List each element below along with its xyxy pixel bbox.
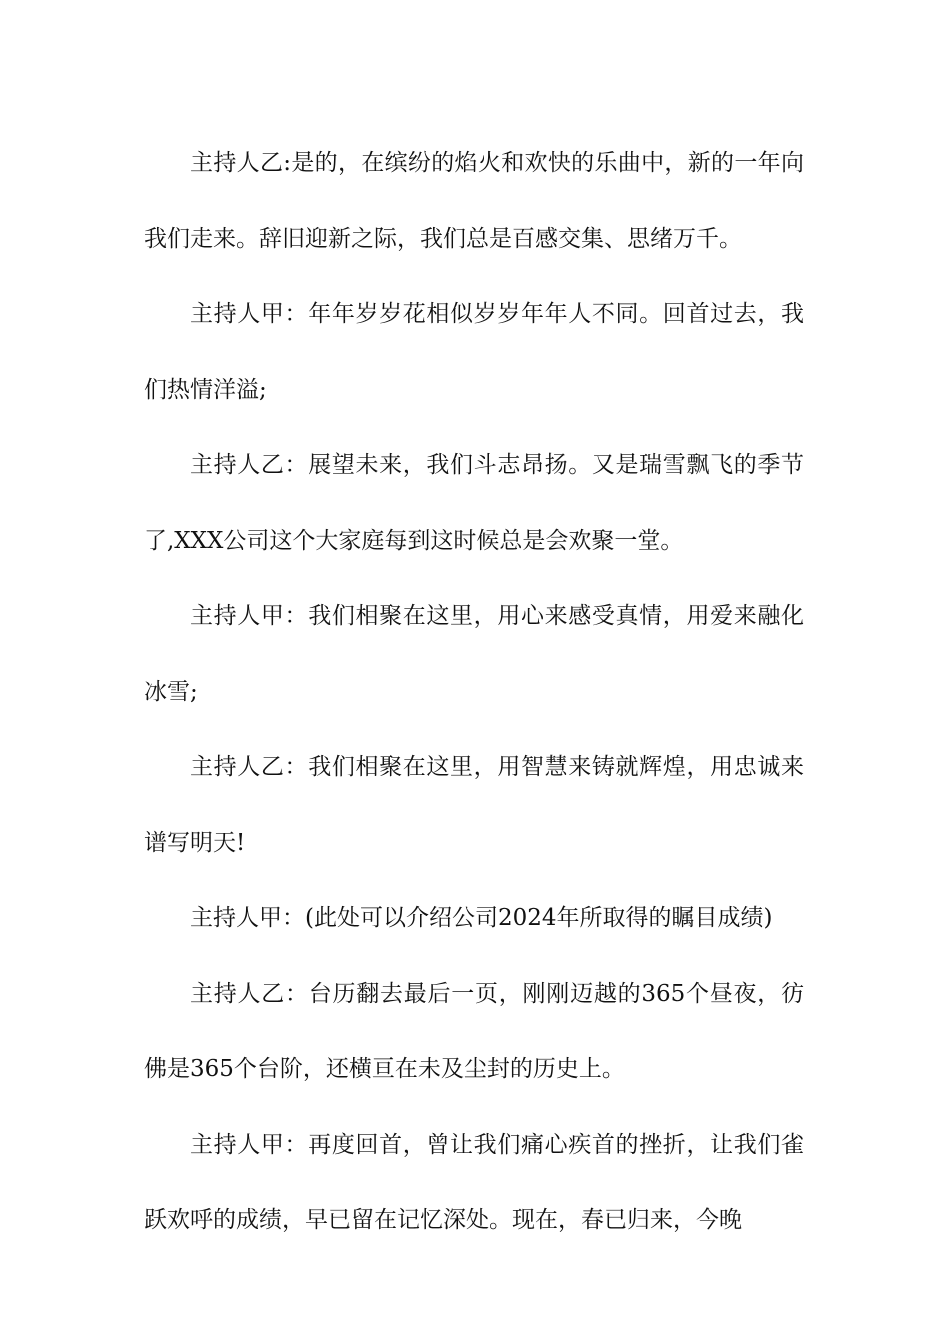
paragraph-3: 主持人乙：展望未来，我们斗志昂扬。又是瑞雪飘飞的季节了,XXX公司这个大家庭每到这时候总是会欢聚一堂。	[144, 452, 804, 554]
paragraph-4: 主持人甲：我们相聚在这里，用心来感受真情，用爱来融化冰雪;	[144, 603, 804, 705]
paragraph-6: 主持人甲：(此处可以介绍公司2024年所取得的瞩目成绩)	[190, 905, 773, 931]
paragraph-7: 主持人乙：台历翻去最后一页，刚刚迈越的365个昼夜，彷佛是365个台阶，还横亘在未及尘封的历史上。	[144, 980, 804, 1082]
paragraph-5: 主持人乙：我们相聚在这里，用智慧来铸就辉煌，用忠诚来谱写明天!	[144, 754, 804, 856]
paragraph-1: 主持人乙:是的，在缤纷的焰火和欢快的乐曲中，新的一年向我们走来。辞旧迎新之际，我们总是百感交集、思绪万千。	[144, 150, 804, 252]
paragraph-2: 主持人甲：年年岁岁花相似岁岁年年人不同。回首过去，我们热情洋溢;	[144, 301, 804, 403]
document-body	[144, 126, 804, 1259]
paragraph-8: 主持人甲：再度回首，曾让我们痛心疾首的挫折，让我们雀跃欢呼的成绩，早已留在记忆深处。现在，春已归来，今晚	[144, 1131, 804, 1233]
